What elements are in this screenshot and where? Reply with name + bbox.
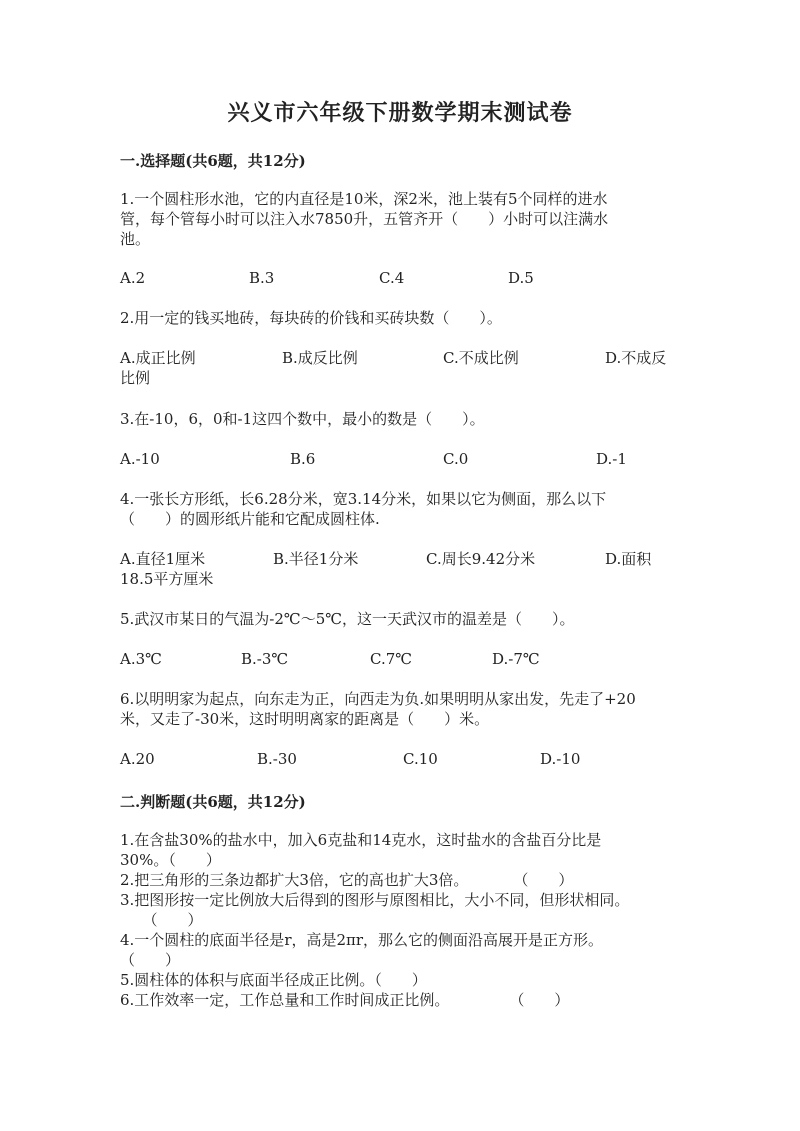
question-text-line: （ ）的圆形纸片能和它配成圆柱体.: [120, 510, 380, 528]
option-a: A.直径1厘米: [120, 550, 206, 568]
option-d: D.5: [508, 269, 534, 287]
option-d-wrap: 18.5平方厘米: [120, 570, 214, 588]
question-3: 3.在-10，6，0和-1这四个数中，最小的数是（ ）。: [120, 410, 485, 428]
option-c: C.10: [403, 750, 438, 768]
judgement-line: 30%。（ ）: [120, 851, 221, 869]
option-b: B.-3℃: [241, 650, 289, 668]
option-a: A.20: [120, 750, 155, 768]
question-2: 2.用一定的钱买地砖，每块砖的价钱和买砖块数（ ）。: [120, 309, 502, 327]
option-c: C.4: [379, 269, 405, 287]
option-c: C.0: [443, 450, 469, 468]
option-d: D.-1: [596, 450, 627, 468]
judgement-line: 5.圆柱体的体积与底面半径成正比例。（ ）: [120, 971, 427, 989]
judgement-line: 3.把图形按一定比例放大后得到的图形与原图相比，大小不同，但形状相同。: [120, 891, 630, 909]
section-heading-choice: 一.选择题(共6题，共12分): [120, 152, 306, 170]
option-d: D.-7℃: [492, 650, 540, 668]
option-d: D.面积: [605, 550, 652, 568]
judgement-line: （ ）: [120, 951, 181, 969]
option-c: C.7℃: [370, 650, 413, 668]
judgement-line: 1.在含盐30%的盐水中，加入6克盐和14克水，这时盐水的含盐百分比是: [120, 831, 602, 849]
option-a: A.2: [120, 269, 146, 287]
option-a: A.3℃: [120, 650, 162, 668]
option-a: A.-10: [120, 450, 160, 468]
question-text-line: 米，又走了-30米，这时明明离家的距离是（ ）米。: [120, 710, 490, 728]
question-text-line: 1.一个圆柱形水池，它的内直径是10米，深2米，池上装有5个同样的进水: [120, 190, 608, 208]
option-c: C.周长9.42分米: [426, 550, 536, 568]
question-text-line: 6.以明明家为起点，向东走为正，向西走为负.如果明明从家出发，先走了+20: [120, 690, 636, 708]
section-heading-judgement: 二.判断题(共6题，共12分): [120, 793, 306, 811]
option-d: D.不成反: [605, 349, 667, 367]
option-b: B.成反比例: [282, 349, 358, 367]
option-c: C.不成比例: [443, 349, 519, 367]
question-1: [120, 189, 680, 249]
judgement-list: [120, 830, 680, 1010]
option-b: B.-30: [257, 750, 297, 768]
judgement-line: （ ）: [120, 911, 203, 929]
exam-title: 兴义市六年级下册数学期末测试卷: [227, 100, 573, 126]
option-a: A.成正比例: [120, 349, 196, 367]
judgement-line: 2.把三角形的三条边都扩大3倍，它的高也扩大3倍。 （ ）: [120, 871, 574, 889]
question-text-line: 4.一张长方形纸，长6.28分米，宽3.14分米，如果以它为侧面，那么以下: [120, 490, 607, 508]
question-5: 5.武汉市某日的气温为-2℃～5℃，这一天武汉市的温差是（ ）。: [120, 610, 575, 628]
judgement-line: 6.工作效率一定，工作总量和工作时间成正比例。 （ ）: [120, 991, 570, 1009]
judgement-line: 4.一个圆柱的底面半径是r，高是2πr，那么它的侧面沿高展开是正方形。: [120, 931, 604, 949]
question-4: [120, 489, 680, 529]
option-d-wrap: 比例: [120, 369, 151, 387]
option-b: B.半径1分米: [273, 550, 359, 568]
option-b: B.6: [290, 450, 316, 468]
option-d: D.-10: [540, 750, 581, 768]
question-text-line: 池。: [120, 230, 151, 248]
question-6: [120, 689, 680, 729]
question-text-line: 管，每个管每小时可以注入水7850升，五管齐开（ ）小时可以注满水: [120, 210, 609, 228]
option-b: B.3: [249, 269, 275, 287]
